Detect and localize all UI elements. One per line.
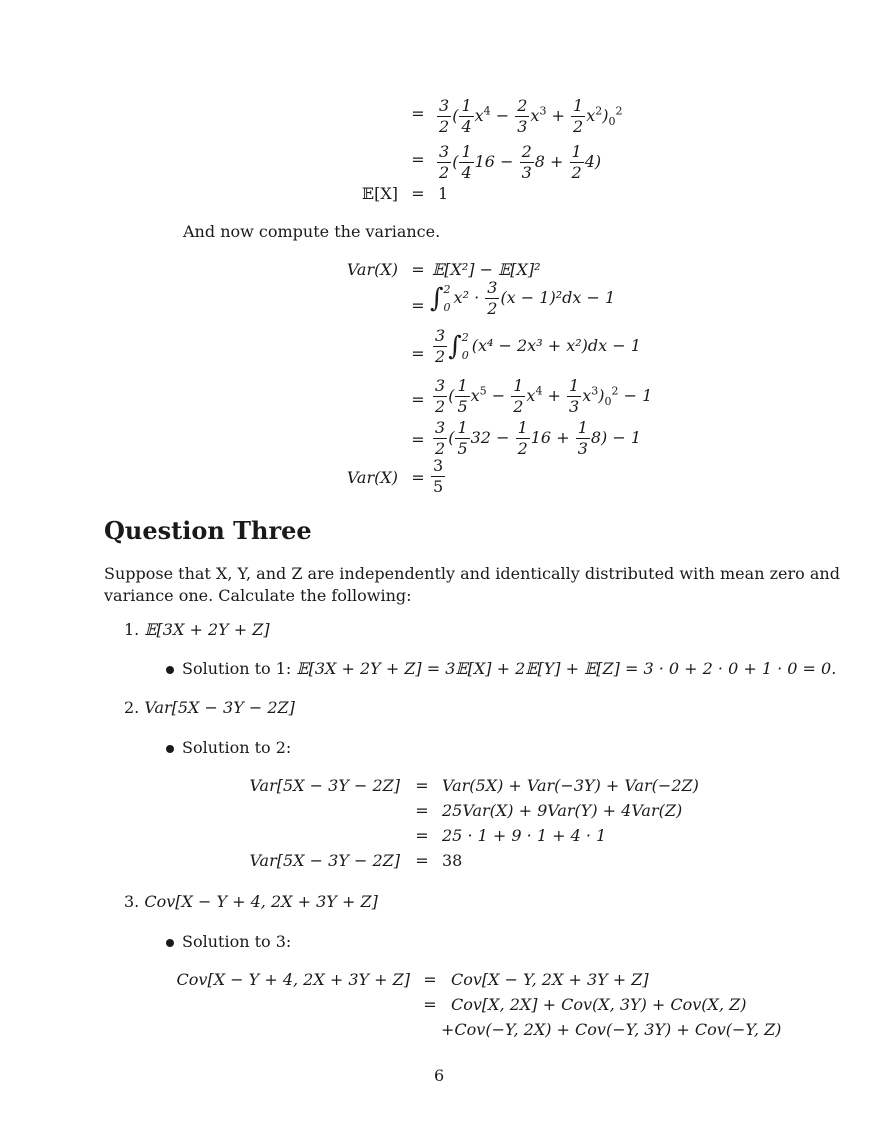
solution-1 [166,659,836,678]
intro-variance-text: And now compute the variance. [183,222,441,241]
eq-sign: = [415,851,429,870]
ex-final-rhs: 1 [438,184,449,203]
section-title: Question Three [104,516,312,545]
item-1 [124,620,270,639]
solution-label: Solution to 3: [182,932,292,951]
sol2-lhs-4: Var[5X − 3Y − 2Z] [249,851,400,870]
eq-sign: = [411,150,425,169]
sol2-rhs-3: 25 · 1 + 9 · 1 + 4 · 1 [442,826,607,845]
eq-sign: = [411,344,425,363]
item-expression: Var[5X − 3Y − 2Z] [144,698,295,717]
var-final-rhs: $\frac{3}{5}$ [433,456,444,496]
solution-label: Solution to 2: [182,738,292,757]
var-lhs: Var(X) [346,260,398,279]
solution-label: Solution to 1: [182,659,292,678]
sol3-rhs-2: Cov[X, 2X] + Cov(X, 3Y) + Cov(X, Z) [451,995,747,1014]
sol3-rhs-1: Cov[X − Y, 2X + 3Y + Z] [451,970,649,989]
solution-3 [166,932,291,951]
sol3-rhs-3: +Cov(−Y, 2X) + Cov(−Y, 3Y) + Cov(−Y, Z) [441,1020,782,1039]
var-line-5: $\frac{3}{2}$ ( $\frac{1}{5}$ 32 − $\frac{1}{2}$ 16 + $\frac{1}{3}$ 8) − 1 [435,418,642,458]
ex-final-lhs: 𝔼[X] [361,184,398,203]
var-line-3: $\frac{3}{2}$ ∫ 2 0 (x⁴ − 2x³ + x²)dx − 1 [435,326,641,366]
eq-sign: = [411,390,425,409]
ex-line-1: $\frac{3}{2}$ ( $\frac{1}{4}$ $x^4$ − $\frac{2}{3}$ $x^3$ + $\frac{1}{2}$ $x^2)_0^2$ [439,96,623,136]
eq-sign: = [411,430,425,449]
bullet-icon [166,745,174,753]
item-number: 3. [124,892,140,911]
eq-sign: = [415,776,429,795]
eq-sign: = [415,801,429,820]
problem-text-2: variance one. Calculate the following: [104,586,412,605]
item-number: 1. [124,620,140,639]
item-number: 2. [124,698,140,717]
eq-sign: = [423,995,437,1014]
bullet-icon [166,666,174,674]
problem-text-1: Suppose that X, Y, and Z are independently and identically distributed with mean zero and [104,564,840,583]
var-line-4: $\frac{3}{2}$ ( $\frac{1}{5}$ $x^5$ − $\frac{1}{2}$ $x^4$ + $\frac{1}{3}$ $x^3)_0^2 - 1$ [435,376,653,416]
eq-sign: = [411,296,425,315]
sol2-rhs-4: 38 [442,851,463,870]
var-line-2: ∫ 2 0 x² · $\frac{3}{2}$ (x − 1)²dx − 1 [430,278,616,318]
item-expression: 𝔼[3X + 2Y + Z] [144,620,270,639]
eq-sign: = [411,468,425,487]
var-line-3-tail: (x⁴ − 2x³ + x²)dx − 1 [471,336,641,355]
eq-sign: = [415,826,429,845]
item-3 [124,892,378,911]
var-final-lhs: Var(X) [346,468,398,487]
bullet-icon [166,939,174,947]
eq-sign: = [423,970,437,989]
eq-sign: = [411,184,425,203]
var-line-2-a: x² · [453,288,485,307]
sol2-lhs-1: Var[5X − 3Y − 2Z] [249,776,400,795]
var-line-2-tail: (x − 1)²dx − 1 [500,288,616,307]
page-number: 6 [434,1066,445,1085]
var-line-1: 𝔼[X²] − 𝔼[X]² [432,260,541,279]
ex-line-2: $\frac{3}{2}$ ( $\frac{1}{4}$ 16 − $\frac{2}{3}$ 8 + $\frac{1}{2}$ 4) [439,142,602,182]
item-expression: Cov[X − Y + 4, 2X + 3Y + Z] [144,892,378,911]
solution-2 [166,738,291,757]
sol3-lhs-1: Cov[X − Y + 4, 2X + 3Y + Z] [176,970,410,989]
solution-expression: 𝔼[3X + 2Y + Z] = 3𝔼[X] + 2𝔼[Y] + 𝔼[Z] = 3 · 0 + 2 · 0 + 1 · 0 = 0. [296,659,837,678]
sol2-rhs-1: Var(5X) + Var(−3Y) + Var(−2Z) [442,776,699,795]
item-2 [124,698,295,717]
eq-sign: = [411,260,425,279]
sol2-rhs-2: 25Var(X) + 9Var(Y) + 4Var(Z) [442,801,683,820]
eq-sign: = [411,104,425,123]
